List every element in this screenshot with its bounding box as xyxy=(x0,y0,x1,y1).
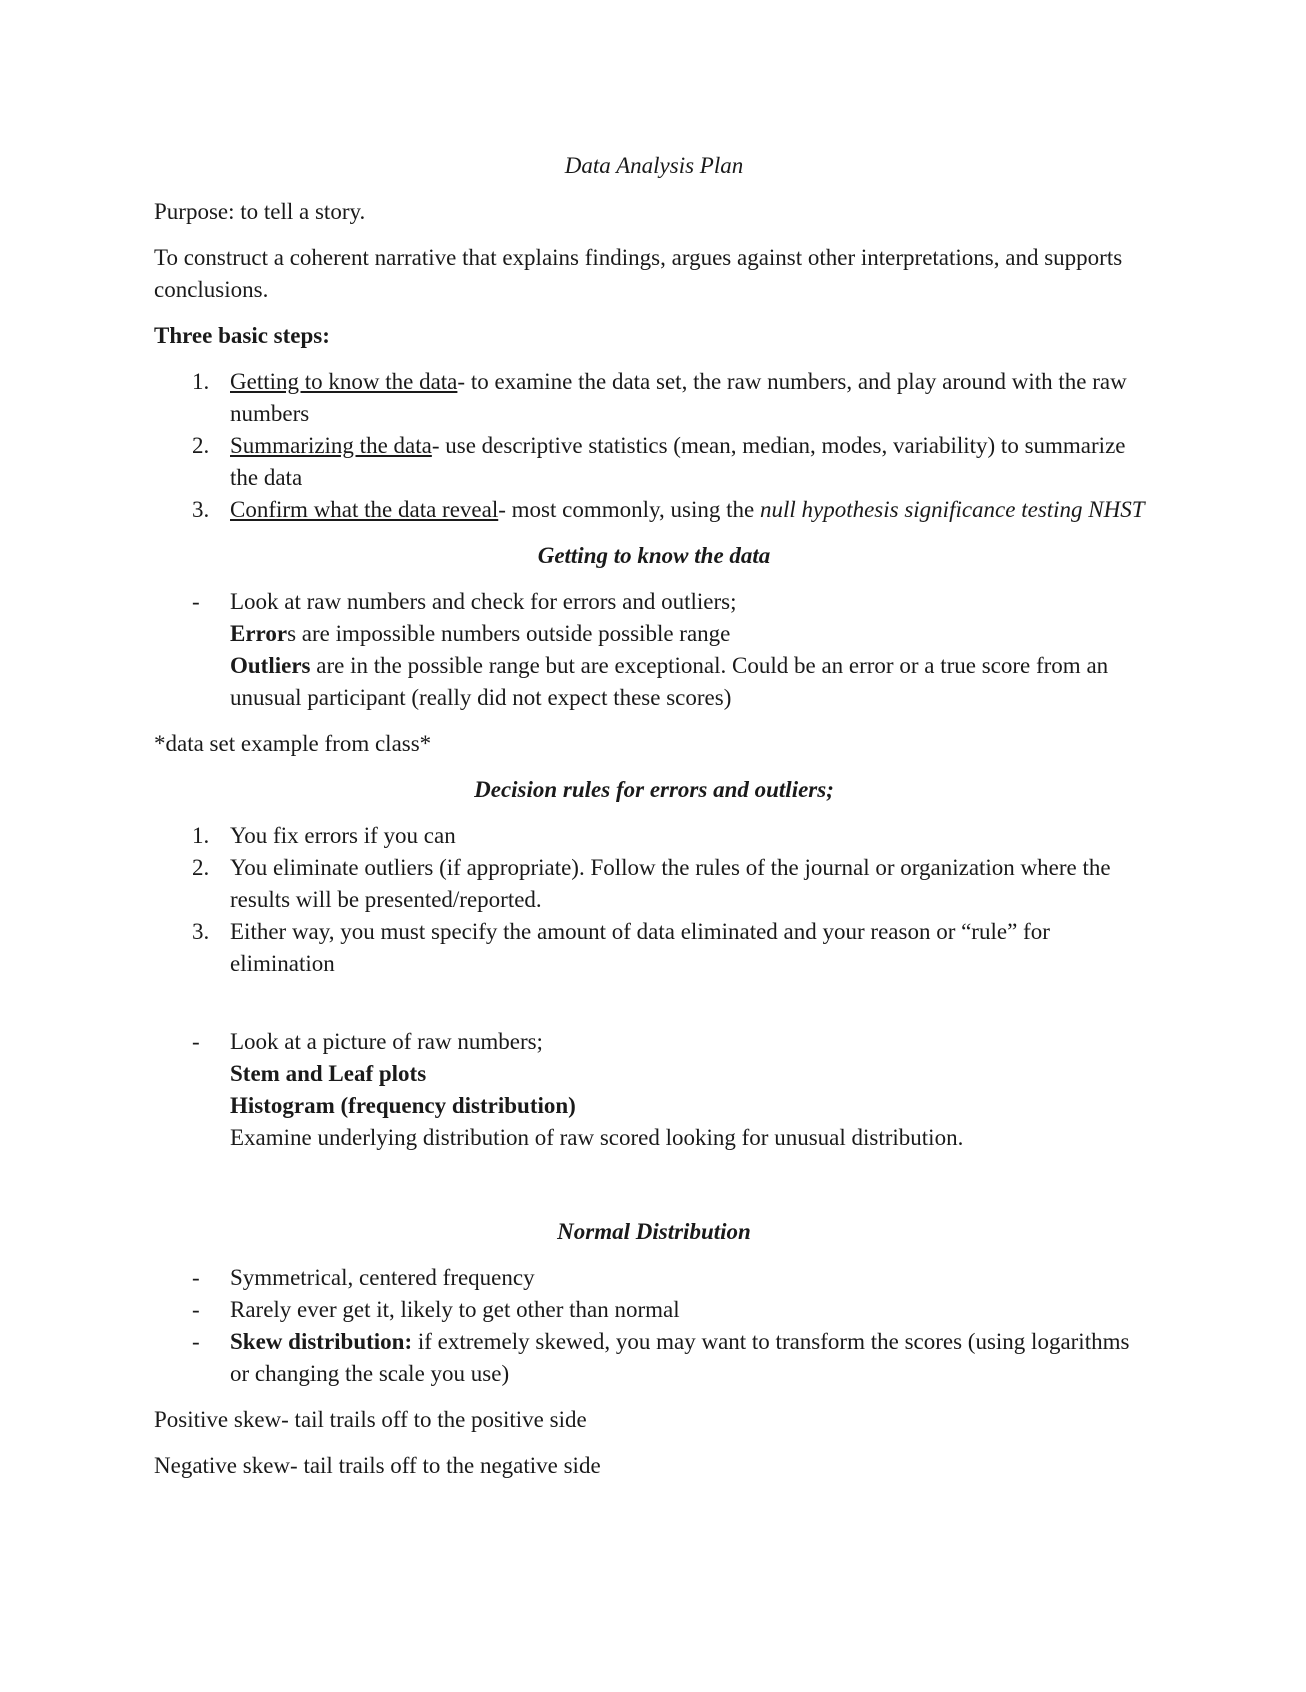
bullet-text: Symmetrical, centered frequency xyxy=(230,1265,535,1290)
bullet-text: Rarely ever get it, likely to get other than normal xyxy=(230,1297,680,1322)
spacer xyxy=(154,1168,1154,1216)
section-title-decision-rules: Decision rules for errors and outliers; xyxy=(474,777,834,802)
errors-term: Error xyxy=(230,621,288,646)
examine-line: Examine underlying distribution of raw scored looking for unusual distribution. xyxy=(230,1125,964,1150)
errors-text: s are impossible numbers outside possible range xyxy=(287,621,731,646)
list-item xyxy=(154,820,1154,852)
step-label: Summarizing the data xyxy=(230,433,432,458)
picture-list xyxy=(154,1026,1154,1154)
list-item xyxy=(154,586,1154,714)
rule-text: Either way, you must specify the amount of data eliminated and your reason or “rule” for elimination xyxy=(230,919,1050,976)
step-text: - most commonly, using the xyxy=(498,497,760,522)
list-item xyxy=(154,366,1154,430)
list-number: 1. xyxy=(192,823,210,848)
document-page xyxy=(154,150,1154,1496)
list-item xyxy=(154,1326,1154,1390)
example-note: *data set example from class* xyxy=(154,731,432,756)
outliers-term: Outliers xyxy=(230,653,311,678)
rule-text: You fix errors if you can xyxy=(230,823,456,848)
errors-definition xyxy=(230,618,1154,650)
list-item xyxy=(154,1262,1154,1294)
list-number: 2. xyxy=(192,855,210,880)
dash-bullet: - xyxy=(192,1265,200,1290)
dash-bullet: - xyxy=(192,1029,200,1054)
skew-text: if extremely skewed, you may want to transform the scores (using logarithms or changing the scale you use) xyxy=(230,1329,1130,1386)
document-title: Data Analysis Plan xyxy=(564,153,744,178)
outliers-text: are in the possible range but are exceptional. Could be an error or a true score from an unusual participant (really did not expect these scores) xyxy=(230,653,1109,710)
rule-text: You eliminate outliers (if appropriate). Follow the rules of the journal or organization where the results will be presented/reported. xyxy=(230,855,1111,912)
outliers-definition xyxy=(230,650,1154,714)
bullet-line: Look at raw numbers and check for errors and outliers; xyxy=(230,589,737,614)
histogram-label: Histogram (frequency distribution) xyxy=(230,1093,576,1118)
bullet-line: Look at a picture of raw numbers; xyxy=(230,1029,543,1054)
steps-list xyxy=(154,366,1154,526)
list-item xyxy=(154,916,1154,980)
normal-list xyxy=(154,1262,1154,1390)
stem-leaf-label: Stem and Leaf plots xyxy=(230,1061,427,1086)
skew-term: Skew distribution: xyxy=(230,1329,413,1354)
list-number: 3. xyxy=(192,919,210,944)
step-label: Getting to know the data xyxy=(230,369,458,394)
positive-skew-line: Positive skew- tail trails off to the positive side xyxy=(154,1407,587,1432)
list-item xyxy=(154,852,1154,916)
rules-list xyxy=(154,820,1154,980)
step-text: - use descriptive statistics (mean, median, modes, variability) to summarize the data xyxy=(230,433,1126,490)
list-number: 3. xyxy=(192,497,210,522)
negative-skew-line: Negative skew- tail trails off to the negative side xyxy=(154,1453,601,1478)
list-item xyxy=(154,1026,1154,1154)
dash-bullet: - xyxy=(192,1329,200,1354)
know-data-list xyxy=(154,586,1154,714)
list-item xyxy=(154,430,1154,494)
section-title-normal-distribution: Normal Distribution xyxy=(557,1219,751,1244)
dash-bullet: - xyxy=(192,589,200,614)
list-item xyxy=(154,1294,1154,1326)
section-title-know-data: Getting to know the data xyxy=(537,543,771,568)
list-number: 2. xyxy=(192,433,210,458)
spacer xyxy=(154,994,1154,1026)
intro-paragraph: To construct a coherent narrative that explains findings, argues against other interpretations, and supports conclusions. xyxy=(154,245,1123,302)
step-italic-text: null hypothesis significance testing NHST xyxy=(759,497,1145,522)
dash-bullet: - xyxy=(192,1297,200,1322)
purpose-line: Purpose: to tell a story. xyxy=(154,199,366,224)
list-number: 1. xyxy=(192,369,210,394)
step-text: - to examine the data set, the raw numbers, and play around with the raw numbers xyxy=(230,369,1127,426)
steps-heading: Three basic steps: xyxy=(154,323,330,348)
list-item xyxy=(154,494,1154,526)
step-label: Confirm what the data reveal xyxy=(230,497,499,522)
